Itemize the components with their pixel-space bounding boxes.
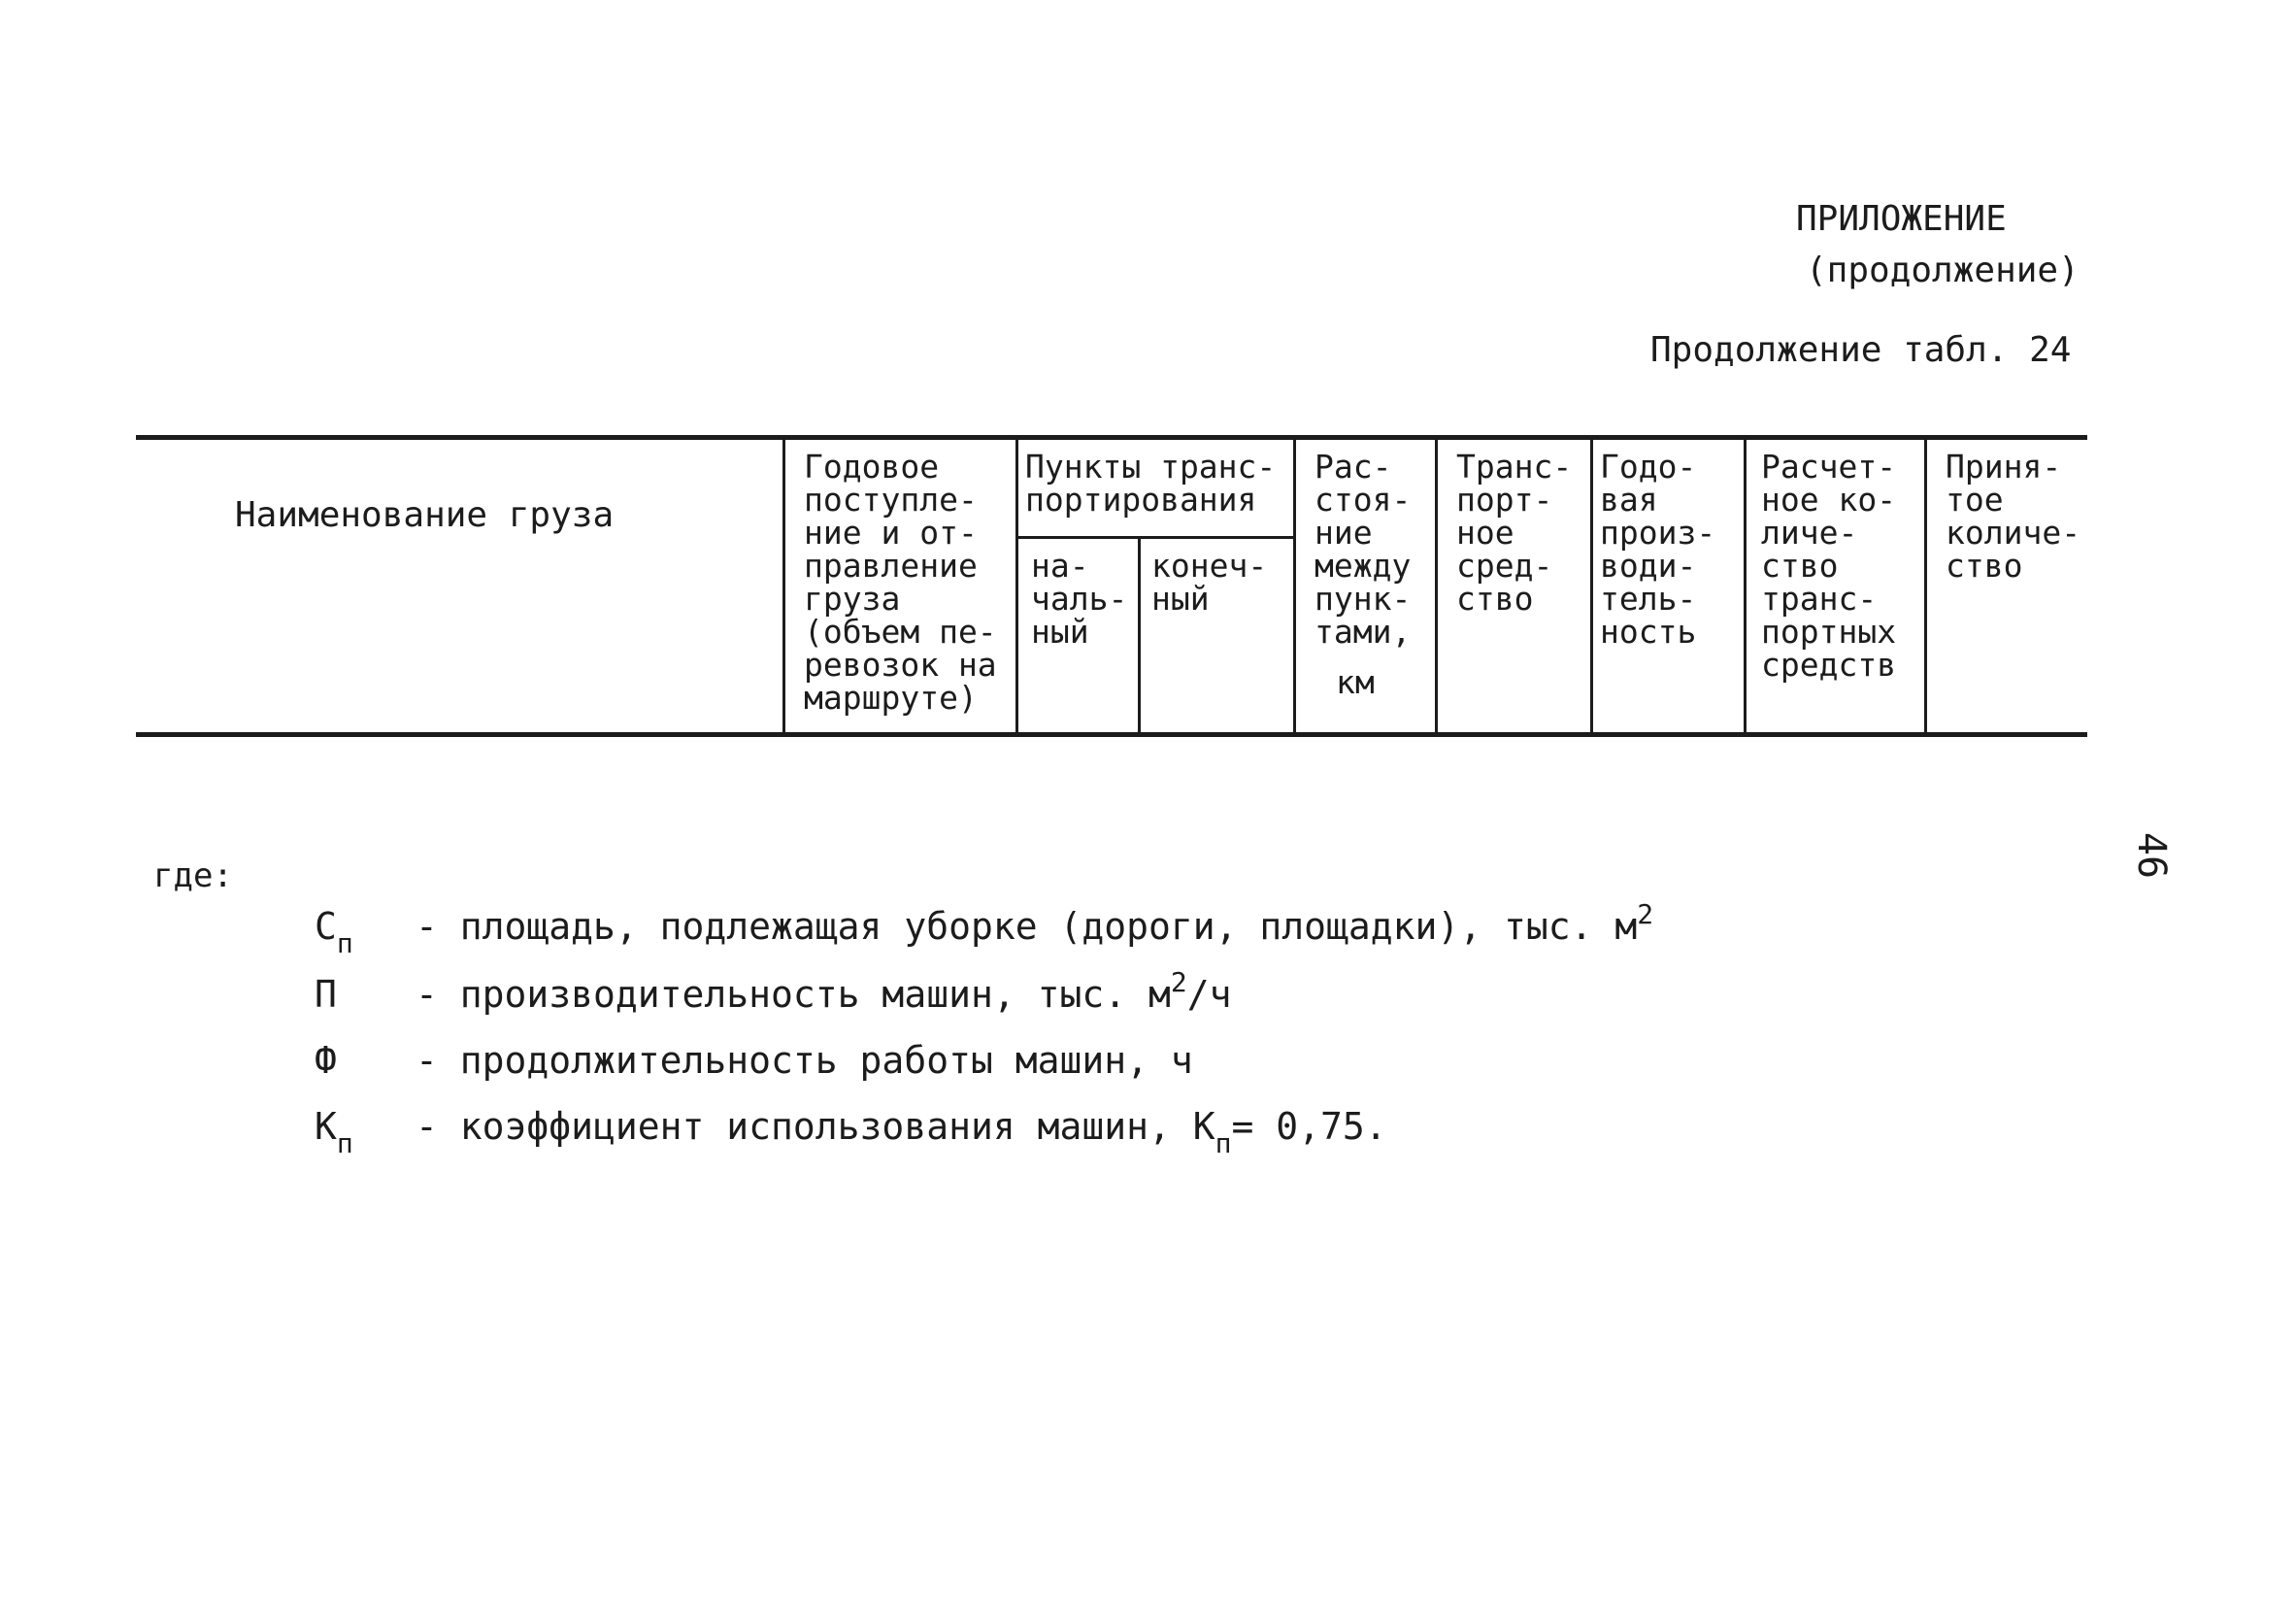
legend-text: - продолжительность работы машин, ч [416, 1039, 1193, 1082]
col-divider [1744, 437, 1747, 733]
header-accepted-quantity: Приня- тое количе- ство [1946, 448, 2081, 585]
subheader-rule [1017, 536, 1294, 539]
legend-item [315, 973, 337, 1016]
legend-symbol-subscript: п [336, 927, 353, 959]
header-calculated-vehicles: Расчет- ное ко- личе- ство транс- портных средств [1761, 448, 1897, 684]
header-annual-productivity: Годо- вая произ- води- тель- ность [1600, 448, 1716, 651]
table-bottom-rule [136, 732, 2087, 737]
header-start-point: на- чаль- ный [1031, 547, 1128, 651]
header-distance-unit: км [1336, 663, 1375, 701]
col-divider [1590, 437, 1593, 733]
col-divider [1293, 437, 1296, 733]
legend-symbol: П [315, 973, 337, 1016]
header-end-point: конеч- ный [1151, 547, 1268, 618]
col-divider [1924, 437, 1927, 733]
legend-text: - коэффициент использования машин, К [416, 1105, 1215, 1148]
legend-symbol-subscript: п [336, 1127, 353, 1159]
legend-symbol: Ф [315, 1039, 337, 1082]
appendix-title: ПРИЛОЖЕНИЕ [1796, 199, 2007, 239]
appendix-continuation: (продолжение) [1806, 251, 2080, 290]
header-cargo-name: Наименование груза [235, 495, 615, 535]
col-divider [782, 437, 785, 733]
col-divider [1138, 537, 1141, 733]
col-divider [1015, 437, 1018, 733]
legend-inline-subscript: п [1215, 1127, 1232, 1159]
legend-definition [416, 1039, 1193, 1082]
table-top-rule [136, 435, 2087, 440]
legend-text: - производительность машин, тыс. м [416, 973, 1171, 1016]
legend-symbol: С [315, 905, 337, 948]
table-caption: Продолжение табл. 24 [1650, 330, 2072, 370]
legend-text: - площадь, подлежащая уборке (дороги, площадки), тыс. м [416, 905, 1638, 948]
header-vehicle: Транс- порт- ное сред- ство [1456, 448, 1573, 618]
legend-superscript: 2 [1637, 898, 1654, 930]
legend-tail: = 0,75. [1231, 1105, 1387, 1148]
legend-symbol: К [315, 1105, 337, 1148]
col-divider [1435, 437, 1438, 733]
header-annual-volume: Годовое поступле- ние и от- правление груза (объем пе- ревозок на маршруте) [804, 448, 997, 717]
header-transport-points: Пункты транс- портирования [1025, 448, 1277, 519]
header-distance: Рас- стоя- ние между пунк- тами, [1314, 448, 1412, 651]
legend-item [315, 1039, 337, 1082]
legend-item [315, 905, 353, 959]
legend-definition [416, 966, 1232, 1016]
legend-definition [416, 898, 1654, 948]
legend-superscript: 2 [1170, 966, 1187, 998]
where-label: где: [153, 856, 233, 895]
legend-definition [416, 1105, 1387, 1159]
legend-item [315, 1105, 353, 1159]
page-number: 46 [2129, 831, 2175, 880]
legend-tail: /ч [1186, 973, 1232, 1016]
